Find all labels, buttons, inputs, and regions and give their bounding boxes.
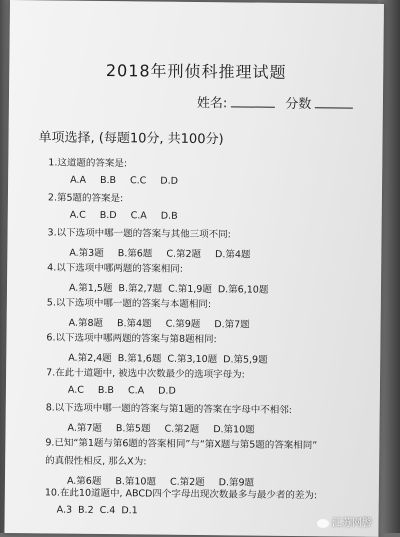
- option-b: B.B: [97, 384, 115, 397]
- option-a: A.3: [56, 504, 73, 516]
- option-a: A.第2,4题: [68, 352, 112, 365]
- question-options: [45, 504, 317, 518]
- question-stem: 1.这道题的答案是:: [48, 157, 128, 170]
- option-d: D.第10题: [213, 424, 255, 436]
- question-1: [48, 154, 192, 187]
- option-b: B.第4题: [116, 318, 152, 330]
- question-stem: 9.已知“第1题与第6题的答案相同”与“第X题与第5题的答案相同”: [45, 437, 318, 452]
- question-stem: 4.以下选项中哪两题的答案相同:: [47, 262, 184, 275]
- question-options: [47, 244, 264, 260]
- question-8: [45, 399, 292, 436]
- option-a: A.第1,5题: [68, 282, 113, 295]
- weibo-icon: [317, 519, 329, 528]
- option-a: A.C: [69, 209, 86, 221]
- question-stem-continued: 的真假性相反, 那么X为:: [45, 455, 147, 468]
- option-d: D.第6,10题: [217, 284, 269, 296]
- watermark: [317, 514, 372, 529]
- option-b: B.第10题: [115, 476, 157, 488]
- question-4: [47, 259, 275, 295]
- question-stem: 7.在此十道题中, 被选中次数最少的选项字母为:: [46, 367, 245, 381]
- option-a: A.第6题: [66, 475, 102, 487]
- question-options: [47, 279, 275, 295]
- name-blank: [231, 95, 275, 107]
- option-c: C.第9题: [165, 318, 201, 331]
- question-6: [46, 329, 274, 365]
- score-label: 分数: [285, 96, 312, 113]
- option-b: B.B: [99, 174, 117, 187]
- watermark-text: 江苏网警: [332, 518, 372, 529]
- exam-paper: [4, 0, 384, 537]
- option-a: A.第3题: [69, 247, 104, 259]
- question-2: [48, 189, 192, 222]
- option-a: A.第7题: [67, 422, 102, 434]
- option-c: C.A: [130, 210, 147, 222]
- option-d: D.第5,9题: [223, 354, 268, 366]
- option-d: D.D: [158, 385, 176, 397]
- option-d: D.B: [160, 210, 178, 222]
- option-a: A.A: [70, 174, 87, 186]
- question-stem: 6.以下选项中哪两题的答案与第8题相同:: [46, 332, 217, 346]
- question-9: [45, 434, 317, 489]
- name-score-line: [197, 92, 354, 113]
- option-c: C.第1,9题: [168, 283, 212, 296]
- option-c: C.第3,10题: [167, 353, 218, 366]
- question-stem: 8.以下选项中哪一题的答案与第1题的答案在字母中不相邻:: [45, 402, 293, 416]
- option-c: C.4: [99, 504, 116, 517]
- question-options: [47, 314, 264, 330]
- option-d: D.1: [121, 505, 138, 517]
- option-a: A.第8题: [68, 317, 104, 329]
- section-heading: 单项选择, (每题10分, 共100分): [38, 130, 224, 148]
- option-d: D.第7题: [214, 319, 250, 331]
- option-a: A.C: [67, 384, 84, 396]
- option-c: C.第2题: [166, 248, 202, 261]
- option-b: B.第6题: [117, 248, 153, 260]
- option-b: B.D: [99, 209, 117, 222]
- option-c: C.第2题: [169, 476, 205, 489]
- option-c: C.第2题: [164, 423, 200, 436]
- option-d: D.第9题: [218, 477, 255, 489]
- name-label: 姓名:: [196, 95, 228, 112]
- question-stem: 2.第5题的答案是:: [47, 192, 124, 205]
- question-7: [46, 364, 245, 397]
- option-b: B.第5题: [115, 423, 151, 435]
- exam-title: 2018年刑侦科推理试题: [105, 61, 287, 82]
- question-stem: 10.在此10道题中, ABCD四个字母出现次数最多与最少者的差为:: [44, 487, 318, 502]
- question-3: [47, 224, 264, 260]
- question-options: [48, 174, 192, 187]
- question-options: [48, 209, 192, 222]
- option-d: D.D: [160, 175, 179, 187]
- question-stem: 3.以下选项中哪一题的答案与其他三项不同:: [47, 227, 231, 241]
- option-c: C.A: [127, 385, 145, 397]
- question-options: [45, 419, 291, 436]
- option-d: D.第4题: [214, 249, 251, 261]
- question-options: [46, 349, 274, 365]
- option-b: B.2: [78, 504, 94, 516]
- question-options: [46, 384, 245, 397]
- score-blank: [315, 96, 353, 108]
- option-b: B.第2,7题: [118, 283, 163, 295]
- option-c: C.C: [129, 175, 147, 187]
- question-stem: 5.以下选项中哪一题的答案与本题相同:: [46, 297, 212, 311]
- option-b: B.第1,6题: [117, 353, 162, 365]
- question-10: [45, 484, 318, 518]
- question-5: [47, 294, 264, 330]
